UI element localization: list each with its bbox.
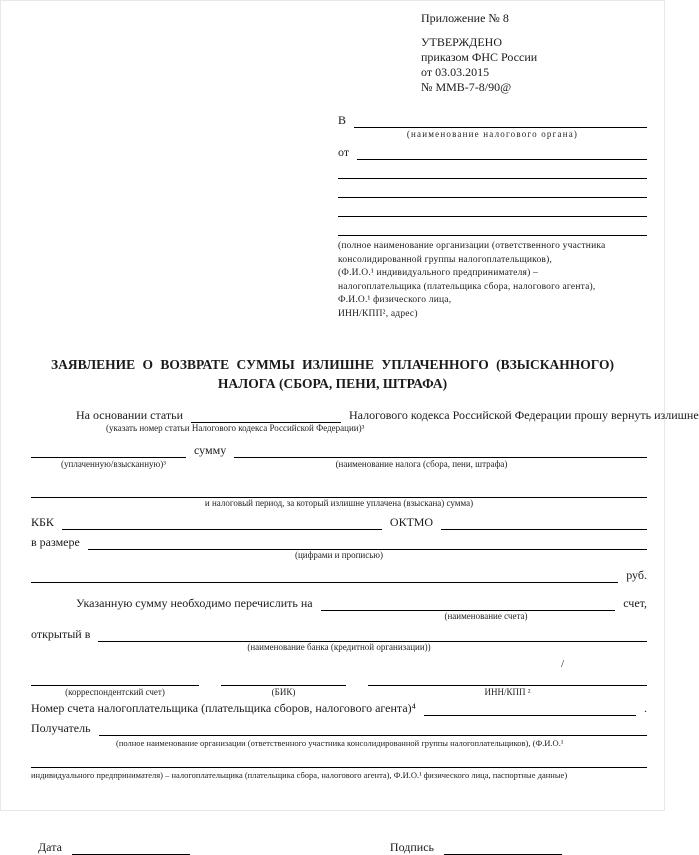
from-label: от xyxy=(338,145,350,159)
to-label: В xyxy=(338,113,347,127)
amount-caption: (цифрами и прописью) xyxy=(294,550,384,560)
form-body xyxy=(31,407,699,781)
account-number-field[interactable] xyxy=(424,700,636,716)
applicant-field-1[interactable] xyxy=(357,144,647,160)
amount-label: в размере xyxy=(31,535,80,549)
article-number-caption: (указать номер статьи Налогового кодекса Российской Федерации)³ xyxy=(106,423,365,433)
form-title-line1: ЗАЯВЛЕНИЕ О ВОЗВРАТЕ СУММЫ ИЗЛИШНЕ УПЛАЧЕННОГО (ВЗЫСКАННОГО) xyxy=(50,357,615,372)
sum-label: сумму xyxy=(194,443,227,457)
approved-label: УТВЕРЖДЕНО xyxy=(421,35,503,49)
form-title-line2: НАЛОГА (СБОРА, ПЕНИ, ШТРАФА) xyxy=(217,376,448,391)
correspondent-account-field[interactable] xyxy=(31,670,199,686)
basis-suffix: Налогового кодекса Российской Федерации прошу вернуть излишне xyxy=(349,408,699,422)
signature-field[interactable] xyxy=(444,839,562,855)
amount-continued-field[interactable] xyxy=(31,567,618,583)
header-approval-block xyxy=(421,11,664,95)
form-footer xyxy=(38,839,647,855)
tax-period-field[interactable] xyxy=(31,482,647,498)
applicant-field-4[interactable] xyxy=(338,201,647,217)
tax-name-caption: (наименование налога (сбора, пени, штрафа) xyxy=(335,459,508,469)
oktmo-field[interactable] xyxy=(441,514,647,530)
applicant-field-2[interactable] xyxy=(338,163,647,179)
account-suffix: счет, xyxy=(623,596,647,610)
addressee-block xyxy=(338,111,647,321)
applicant-caption-line: Ф.И.О.¹ физического лица, xyxy=(338,295,452,305)
applicant-field-5[interactable] xyxy=(338,220,647,236)
account-number-label: Номер счета налогоплательщика (плательщика сборов, налогового агента)⁴ xyxy=(31,701,416,715)
account-number-period: . xyxy=(644,701,647,715)
opened-in-label: открытый в xyxy=(31,627,91,641)
approved-date: от 03.03.2015 xyxy=(421,65,490,79)
applicant-caption xyxy=(338,240,647,321)
tax-period-caption: и налоговый период, за который излишне уплачена (взыскана) сумма) xyxy=(204,498,474,508)
order-number: № ММВ-7-8/90@ xyxy=(421,80,512,94)
transfer-prefix: Указанную сумму необходимо перечислить на xyxy=(76,596,313,610)
account-type-caption: (наименование счета) xyxy=(444,611,528,621)
inn-kpp-field[interactable] xyxy=(368,670,647,686)
rub-label: руб. xyxy=(626,568,647,582)
bank-name-field[interactable] xyxy=(98,626,647,642)
applicant-caption-line: консолидированной группы налогоплательщиков), xyxy=(338,254,553,265)
paid-collected-field[interactable] xyxy=(31,442,186,458)
tax-authority-caption: (наименование налогового органа) xyxy=(406,129,579,139)
kbk-label: КБК xyxy=(31,515,54,529)
paid-collected-caption: (уплаченную/взысканную)³ xyxy=(61,459,166,469)
applicant-caption-line: (Ф.И.О.¹ индивидуального предпринимателя) – xyxy=(338,268,538,278)
inn-kpp-caption: ИНН/КПП ² xyxy=(484,687,531,697)
applicant-caption-line: налогоплательщика (плательщика сбора, налогового агента), xyxy=(338,281,596,292)
basis-prefix: На основании статьи xyxy=(76,408,184,422)
date-label: Дата xyxy=(38,840,62,854)
date-field[interactable] xyxy=(72,839,190,855)
signature-label: Подпись xyxy=(389,840,434,854)
recipient-continued-field[interactable] xyxy=(31,752,647,768)
bank-name-caption: (наименование банка (кредитной организации)) xyxy=(247,642,431,652)
approved-by: приказом ФНС России xyxy=(421,50,538,64)
applicant-caption-line: (полное наименование организации (ответственного участника xyxy=(338,241,606,251)
recipient-caption-1: (полное наименование организации (ответственного участника консолидированной группы налогоплательщиков), (Ф.И.О.¹ xyxy=(116,738,564,748)
recipient-field[interactable] xyxy=(99,720,647,736)
form-title xyxy=(1,355,664,393)
recipient-caption-2: индивидуального предпринимателя) – налогоплательщика (плательщика сбора, налогового агента), Ф.И.О.¹ физического лица, паспортные данные) xyxy=(31,770,568,780)
account-type-field[interactable] xyxy=(321,595,616,611)
correspondent-account-caption: (корреспондентский счет) xyxy=(65,687,165,697)
inn-kpp-slash: / xyxy=(561,658,565,670)
recipient-label: Получатель xyxy=(31,721,91,735)
applicant-caption-line: ИНН/КПП², адрес) xyxy=(338,308,418,319)
tax-name-field[interactable] xyxy=(234,442,647,458)
article-number-field[interactable] xyxy=(191,407,341,423)
bik-caption: (БИК) xyxy=(271,687,296,697)
bik-field[interactable] xyxy=(221,670,346,686)
kbk-field[interactable] xyxy=(62,514,382,530)
applicant-field-3[interactable] xyxy=(338,182,647,198)
appendix-number: Приложение № 8 xyxy=(421,11,509,25)
tax-authority-field[interactable] xyxy=(354,112,647,128)
oktmo-label: ОКТМО xyxy=(389,515,434,529)
amount-field[interactable] xyxy=(88,534,647,550)
